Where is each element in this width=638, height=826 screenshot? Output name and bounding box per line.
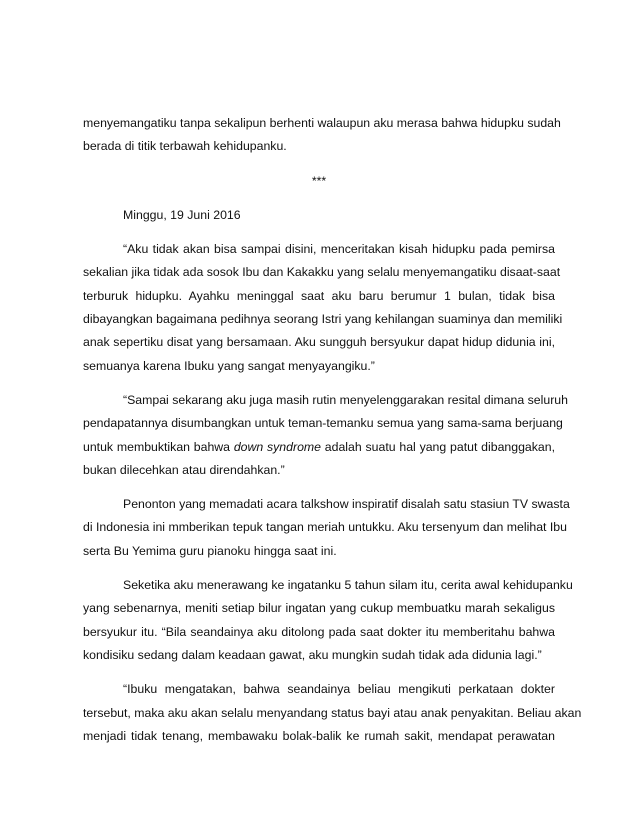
paragraph-continuation: [83, 112, 561, 159]
text-line: “Sampai sekarang aku juga masih rutin menyelenggarakan resital dimana seluruh: [123, 392, 568, 407]
text-line: bersyukur itu. “Bila seandainya aku ditolong pada saat dokter itu memberitahu bahwa: [83, 624, 555, 639]
text-line: serta Bu Yemima guru pianoku hingga saat ini.: [83, 543, 337, 558]
paragraph: [83, 493, 570, 563]
text-line: bukan dilecehkan atau direndahkan.”: [83, 462, 285, 477]
section-separator: [83, 170, 555, 193]
text-line: menjadi tidak tenang, membawaku bolak-balik ke rumah sakit, mendapat perawatan: [83, 728, 555, 743]
separator-stars: ***: [311, 173, 327, 188]
text-line: pendapatannya disumbangkan untuk teman-temanku semua yang sama-sama berjuang: [83, 416, 563, 431]
italic-term: down syndrome: [233, 439, 321, 454]
text-line: tersebut, maka aku akan selalu menyandang status bayi atau anak penyakitan. Beliau akan: [83, 705, 582, 720]
text-segment: adalah suatu hal yang patut dibanggakan,: [321, 439, 556, 454]
text-line: di Indonesia ini mmberikan tepuk tangan meriah untukku. Aku tersenyum dan melihat Ibu: [83, 520, 567, 535]
text-line-mixed: [83, 436, 555, 459]
text-line: dibayangkan bagaimana pedihnya seorang Istri yang kehilangan suaminya dan memiliki: [83, 312, 563, 327]
text-segment: untuk membuktikan bahwa: [83, 439, 234, 454]
paragraph: [83, 574, 573, 667]
text-line: “Ibuku mengatakan, bahwa seandainya beliau mengikuti perkataan dokter: [123, 682, 555, 697]
text-line: berada di titik terbawah kehidupanku.: [83, 139, 287, 154]
text-line: semuanya karena Ibuku yang sangat menyayangiku.”: [83, 358, 375, 373]
text-line: kondisiku sedang dalam keadaan gawat, aku mungkin sudah tidak ada didunia lagi.”: [83, 647, 542, 662]
paragraph: [83, 389, 568, 482]
text-line: menyemangatiku tanpa sekalipun berhenti walaupun aku merasa bahwa hidupku sudah: [83, 116, 561, 130]
text-line: sekalian jika tidak ada sosok Ibu dan Kakakku yang selalu menyemangatiku disaat-saat: [83, 265, 561, 280]
paragraph: [83, 238, 563, 378]
text-line: terburuk hidupku. Ayahku meninggal saat aku baru berumur 1 bulan, tidak bisa: [83, 288, 555, 303]
text-line: anak sepertiku disat yang bersamaan. Aku sungguh bersyukur dapat hidup didunia ini,: [83, 335, 555, 350]
text-line: Penonton yang memadati acara talkshow inspiratif disalah satu stasiun TV swasta: [123, 497, 570, 512]
document-page: [83, 112, 582, 759]
text-line: Seketika aku menerawang ke ingatanku 5 tahun silam itu, cerita awal kehidupanku: [123, 578, 573, 593]
text-line: yang sebenarnya, meniti setiap bilur ingatan yang cukup membuatku marah sekaligus: [83, 601, 555, 616]
paragraph: [83, 678, 582, 748]
text-line: “Aku tidak akan bisa sampai disini, menceritakan kisah hidupku pada pemirsa: [123, 242, 555, 257]
date-text: Minggu, 19 Juni 2016: [123, 207, 241, 222]
date-heading: [83, 204, 555, 227]
